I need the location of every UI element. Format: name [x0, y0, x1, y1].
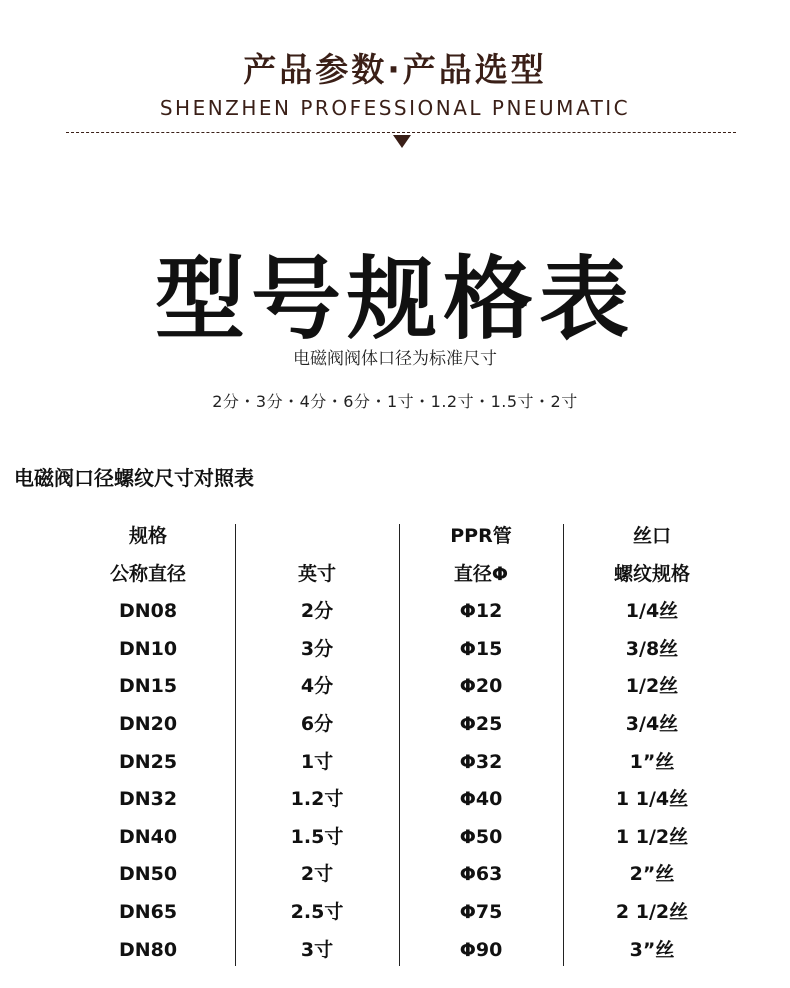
table-cell: 1 1/2丝 — [615, 825, 689, 848]
table-cell: Φ75 — [459, 900, 503, 923]
column-nominal-diameter — [66, 518, 230, 969]
column-inch — [238, 518, 396, 969]
table-cell: 6分 — [300, 712, 334, 735]
column-divider — [563, 524, 564, 966]
table-cell: Φ63 — [459, 863, 503, 886]
table-cell: Φ40 — [459, 788, 503, 811]
main-title: 型号规格表 — [155, 247, 635, 352]
table-cell: 1 1/4丝 — [615, 788, 689, 811]
table-cell: 1寸 — [300, 750, 334, 773]
header-subtitle: SHENZHEN PROFESSIONAL PNEUMATIC — [159, 96, 631, 120]
column-header: PPR管 — [450, 525, 512, 547]
table-cell: Φ25 — [459, 712, 503, 735]
column-header: 公称直径 — [109, 562, 186, 585]
table-title: 电磁阀口径螺纹尺寸对照表 — [14, 466, 254, 490]
description: 电磁阀阀体口径为标准尺寸 — [293, 349, 497, 369]
table-cell: Φ12 — [459, 600, 503, 623]
table-cell: Φ90 — [459, 938, 503, 961]
column-header: 直径Φ — [453, 562, 509, 585]
table-cell: Φ50 — [459, 825, 503, 848]
dashed-divider — [66, 132, 736, 133]
table-cell: DN08 — [118, 600, 178, 623]
table-cell: DN80 — [118, 938, 178, 961]
table-cell: 4分 — [300, 675, 334, 698]
column-header — [238, 518, 396, 556]
table-cell: 3分 — [300, 637, 334, 660]
table-cell: DN50 — [118, 863, 178, 886]
table-cell: 2分 — [300, 600, 334, 623]
table-cell: 1.2寸 — [290, 788, 344, 811]
header-title: 产品参数·产品选型 — [243, 50, 547, 89]
table-cell: DN32 — [118, 788, 178, 811]
column-header: 丝口 — [632, 525, 671, 547]
table-cell: 3寸 — [300, 938, 334, 961]
column-header: 英寸 — [297, 562, 336, 585]
sizes-line: 2分・3分・4分・6分・1寸・1.2寸・1.5寸・2寸 — [212, 392, 578, 411]
table-cell: 3”丝 — [629, 938, 675, 961]
table-cell: 2寸 — [300, 863, 334, 886]
table-cell: DN10 — [118, 637, 178, 660]
column-divider — [399, 524, 400, 966]
table-cell: DN65 — [118, 900, 178, 923]
column-header: 规格 — [128, 525, 167, 547]
table-cell: 2”丝 — [629, 863, 675, 886]
table-cell: DN15 — [118, 675, 178, 698]
table-cell: 1/2丝 — [625, 675, 679, 698]
table-cell: 2 1/2丝 — [615, 900, 689, 923]
down-triangle-icon — [393, 135, 411, 148]
table-cell: 2.5寸 — [290, 900, 344, 923]
column-ppr-pipe — [402, 518, 560, 969]
table-cell: Φ32 — [459, 750, 503, 773]
table-cell: 1/4丝 — [625, 600, 679, 623]
table-cell: DN25 — [118, 750, 178, 773]
column-thread-spec — [566, 518, 738, 969]
table-cell: Φ15 — [459, 637, 503, 660]
table-cell: Φ20 — [459, 675, 503, 698]
column-header: 螺纹规格 — [613, 562, 690, 585]
table-cell: 1.5寸 — [290, 825, 344, 848]
table-cell: 1”丝 — [629, 750, 675, 773]
table-cell: DN40 — [118, 825, 178, 848]
column-divider — [235, 524, 236, 966]
table-cell: 3/8丝 — [625, 637, 679, 660]
table-cell: 3/4丝 — [625, 712, 679, 735]
table-cell: DN20 — [118, 712, 178, 735]
